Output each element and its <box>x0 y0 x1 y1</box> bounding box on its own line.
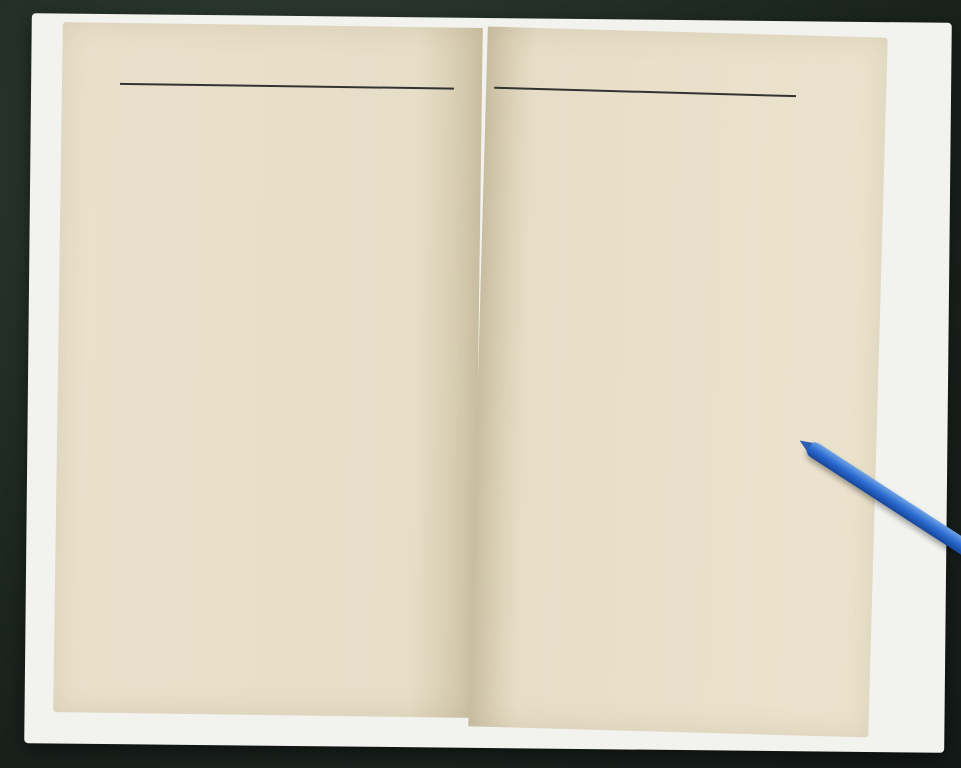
right-running-head <box>494 67 796 97</box>
subhead-long-term-forecast <box>134 107 462 112</box>
right-page-content <box>493 93 834 130</box>
right-page <box>468 27 887 738</box>
section-peak-spring <box>134 99 462 104</box>
left-bullet-list <box>134 107 462 112</box>
spacer <box>493 93 833 124</box>
left-page-content <box>134 95 462 112</box>
left-running-head <box>120 63 454 90</box>
left-page <box>53 22 483 718</box>
section-pre-summer <box>134 107 462 112</box>
